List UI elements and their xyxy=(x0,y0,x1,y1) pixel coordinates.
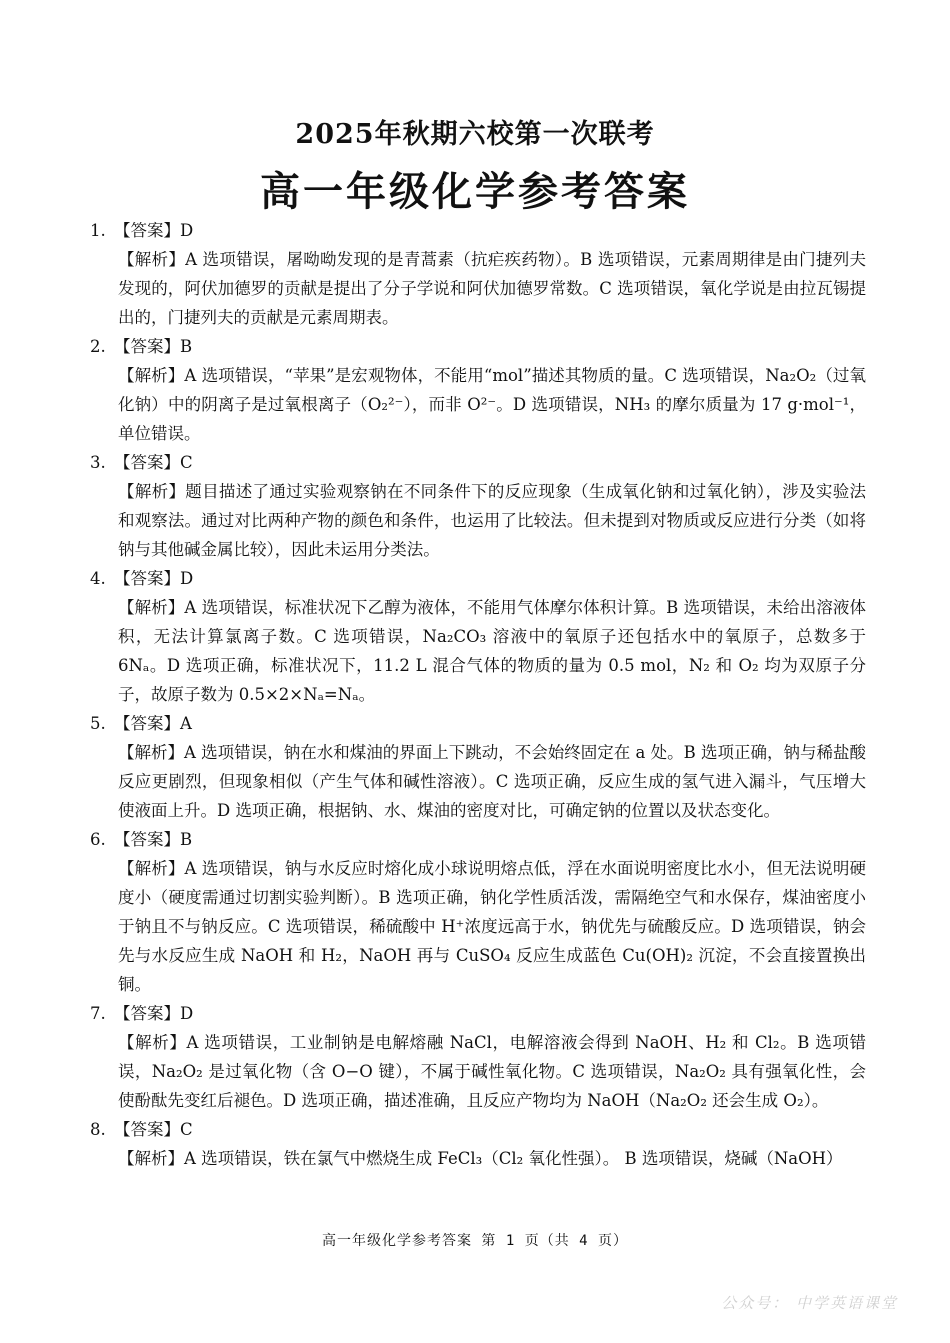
question-item xyxy=(90,332,866,448)
question-number: 3. xyxy=(90,453,106,472)
question-number: 6. xyxy=(90,830,106,849)
question-item xyxy=(90,1115,866,1173)
answer-label: 【答案】D xyxy=(114,569,194,588)
question-item xyxy=(90,448,866,564)
answer-label: 【答案】D xyxy=(114,1004,194,1023)
question-number: 7. xyxy=(90,1004,106,1023)
explanation-text: 【解析】A 选项错误，屠呦呦发现的是青蒿素（抗疟疾药物）。B 选项错误，元素周期律是由门捷列夫发现的，阿伏加德罗的贡献是提出了分子学说和阿伏加德罗常数。C 选项错误，氧化学说是由拉瓦锡提出的，门捷列夫的贡献是元素周期表。 xyxy=(118,250,866,327)
answer-label: 【答案】C xyxy=(114,453,193,472)
answer-label: 【答案】B xyxy=(114,830,193,849)
question-number: 1. xyxy=(90,221,106,240)
page-title: 高一年级化学参考答案 xyxy=(260,168,690,215)
question-item xyxy=(90,999,866,1115)
watermark: 公众号： 中学英语课堂 xyxy=(721,1294,898,1312)
question-number: 5. xyxy=(90,714,106,733)
answer-list xyxy=(90,216,866,1173)
question-item xyxy=(90,709,866,825)
question-number: 2. xyxy=(90,337,106,356)
answer-label: 【答案】A xyxy=(114,714,192,733)
explanation-text: 【解析】A 选项错误，铁在氯气中燃烧生成 FeCl₃（Cl₂ 氧化性强）。 B 选项错误，烧碱（NaOH） xyxy=(118,1149,843,1168)
question-number: 4. xyxy=(90,569,106,588)
explanation-text: 【解析】题目描述了通过实验观察钠在不同条件下的反应现象（生成氧化钠和过氧化钠），涉及实验法和观察法。通过对比两种产物的颜色和条件，也运用了比较法。但未提到对物质或反应进行分类（如将钠与其他碱金属比较），因此未运用分类法。 xyxy=(118,482,866,559)
question-number: 8. xyxy=(90,1120,106,1139)
explanation-text: 【解析】A 选项错误，钠与水反应时熔化成小球说明熔点低，浮在水面说明密度比水小，但无法说明硬度小（硬度需通过切割实验判断）。B 选项正确，钠化学性质活泼，需隔绝空气和水保存，煤油密度小于钠且不与钠反应。C 选项错误，稀硫酸中 H⁺浓度远高于水，钠优先与硫酸反应。D 选项错误，钠会先与水反应生成 NaOH 和 H₂，NaOH 再与 CuSO₄ 反应生成蓝色 Cu(OH)₂ 沉淀，不会直接置换出铜。 xyxy=(118,859,866,994)
question-item xyxy=(90,216,866,332)
exam-title: 2025年秋期六校第一次联考 xyxy=(295,119,655,150)
explanation-text: 【解析】A 选项错误，钠在水和煤油的界面上下跳动，不会始终固定在 a 处。B 选项正确，钠与稀盐酸反应更剧烈，但现象相似（产生气体和碱性溶液）。C 选项正确，反应生成的氢气进入漏斗，气压增大使液面上升。D 选项正确，根据钠、水、煤油的密度对比，可确定钠的位置以及状态变化。 xyxy=(118,743,866,820)
explanation-text: 【解析】A 选项错误，“苹果”是宏观物体，不能用“mol”描述其物质的量。C 选项错误，Na₂O₂（过氧化钠）中的阴离子是过氧根离子（O₂²⁻），而非 O²⁻。D 选项错误，NH₃ 的摩尔质量为 17 g·mol⁻¹，单位错误。 xyxy=(118,366,866,443)
answer-label: 【答案】D xyxy=(114,221,194,240)
question-item xyxy=(90,564,866,709)
page-footer: 高一年级化学参考答案 第 1 页（共 4 页） xyxy=(322,1233,628,1249)
explanation-text: 【解析】A 选项错误，工业制钠是电解熔融 NaCl，电解溶液会得到 NaOH、H₂ 和 Cl₂。B 选项错误，Na₂O₂ 是过氧化物（含 O−O 键），不属于碱性氧化物。C 选项错误，Na₂O₂ 具有强氧化性，会使酚酞先变红后褪色。D 选项正确，描述准确，且反应产物均为 NaOH（Na₂O₂ 还会生成 O₂）。 xyxy=(118,1033,866,1110)
explanation-text: 【解析】A 选项错误，标准状况下乙醇为液体，不能用气体摩尔体积计算。B 选项错误，未给出溶液体积，无法计算氯离子数。C 选项错误，Na₂CO₃ 溶液中的氧原子还包括水中的氧原子，总数多于 6Nₐ。D 选项正确，标准状况下，11.2 L 混合气体的物质的量为 0.5 mol，N₂ 和 O₂ 均为双原子分子，故原子数为 0.5×2×Nₐ=Nₐ。 xyxy=(118,598,866,704)
answer-label: 【答案】B xyxy=(114,337,193,356)
question-item xyxy=(90,825,866,999)
answer-label: 【答案】C xyxy=(114,1120,193,1139)
